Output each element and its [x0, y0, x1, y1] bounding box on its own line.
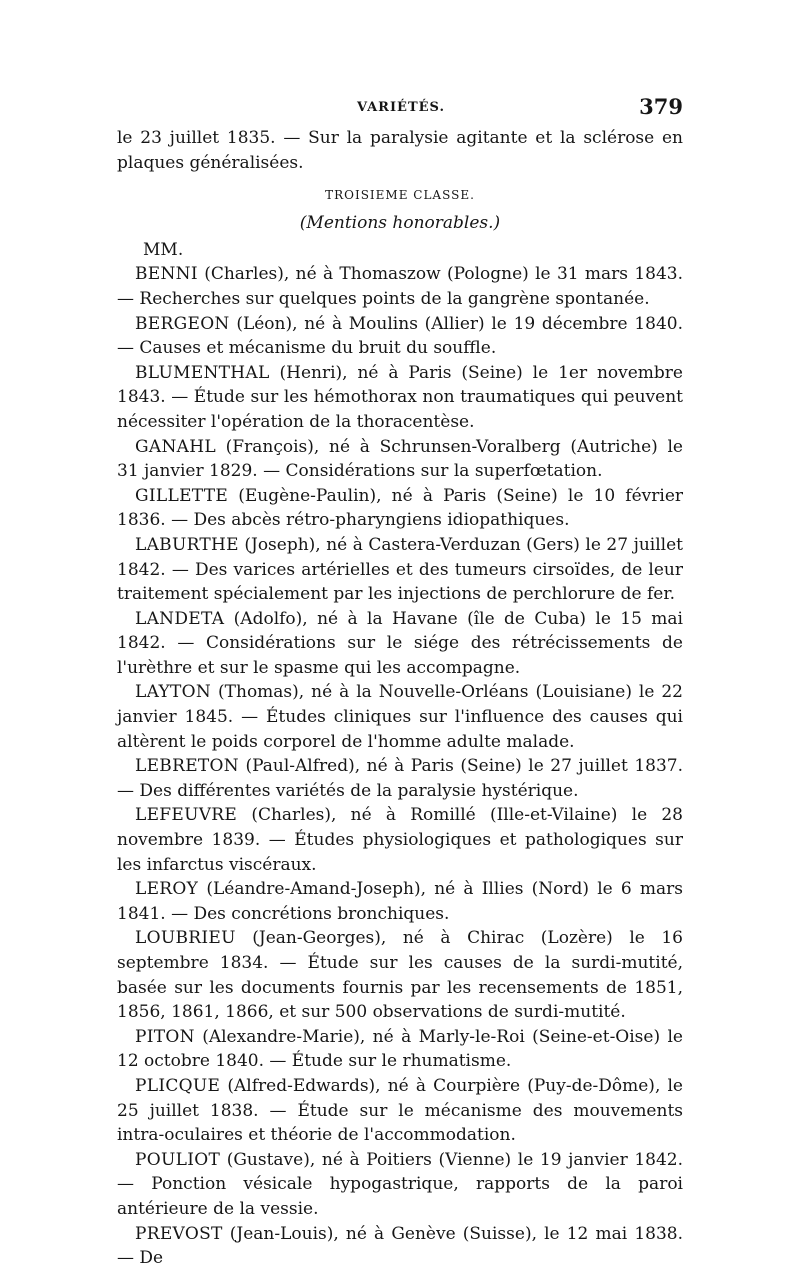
- laureate-entry: [117, 803, 683, 877]
- laureate-entry: [117, 607, 683, 681]
- mm-label: MM.: [143, 239, 184, 260]
- laureate-entry: [117, 1148, 683, 1222]
- laureate-entry: [117, 754, 683, 803]
- laureate-name: GILLETTE: [135, 485, 229, 506]
- laureate-details: (Léon), né à Moulins (Allier) le 19 décembre 1840. — Causes et mécanisme du bruit du souffle.: [117, 313, 683, 359]
- class-heading: TROISIEME CLASSE.: [325, 188, 475, 203]
- laureate-entry: [117, 484, 683, 533]
- laureate-name: LANDETA: [135, 608, 225, 629]
- laureate-name: LEROY: [135, 879, 199, 900]
- continuation-paragraph: le 23 juillet 1835. — Sur la paralysie agitante et la sclérose en plaques généralisées.: [117, 128, 683, 173]
- laureate-entry: [117, 680, 683, 754]
- laureate-name: BERGEON: [135, 313, 230, 334]
- laureate-name: LOUBRIEU: [135, 928, 236, 949]
- laureate-entry: [117, 926, 683, 1024]
- laureate-name: PLICQUE: [135, 1075, 221, 1096]
- laureate-entry: [117, 262, 683, 311]
- laureate-details: (Charles), né à Thomaszow (Pologne) le 31 mars 1843. — Recherches sur quelques points de la gangrène spontanée.: [117, 264, 683, 309]
- laureate-name: LABURTHE: [135, 534, 239, 555]
- laureate-name: BENNI: [135, 264, 198, 285]
- laureate-entry: [117, 533, 683, 607]
- laureate-details: (Eugène-Paulin), né à Paris (Seine) le 10 février 1836. — Des abcès rétro-pharyngiens idiopathiques.: [117, 485, 683, 531]
- laureate-details: (Jean-Louis), né à Genève (Suisse), le 12 mai 1838. — De: [117, 1223, 683, 1269]
- laureate-details: (Gustave), né à Poitiers (Vienne) le 19 janvier 1842. — Ponction vésicale hypogastrique, rapports de la paroi antérieure de la vessie.: [117, 1149, 683, 1219]
- laureate-name: BLUMENTHAL: [135, 362, 270, 383]
- page-body: [117, 126, 683, 1271]
- laureate-entry: [117, 361, 683, 435]
- page-number: 379: [639, 94, 683, 119]
- laureate-entry: [117, 435, 683, 484]
- page-header: [117, 94, 683, 124]
- laureate-entry: [117, 1222, 683, 1271]
- laureate-entry: [117, 1074, 683, 1148]
- laureate-details: (Joseph), né à Castera-Verduzan (Gers) le 27 juillet 1842. — Des varices artérielles et des tumeurs cirsoïdes, de leur traitement spécialement par les injections de perchlorure de fer.: [117, 534, 683, 605]
- mentions-heading: (Mentions honorables.): [299, 213, 501, 234]
- laureate-name: LAYTON: [135, 682, 212, 703]
- laureate-name: LEBRETON: [135, 756, 239, 777]
- laureate-name: PITON: [135, 1026, 195, 1047]
- laureate-details: (Charles), né à Romillé (Ille-et-Vilaine) le 28 novembre 1839. — Études physiologiques et pathologiques sur les infarctus viscéraux.: [117, 805, 683, 875]
- laureate-details: (Alfred-Edwards), né à Courpière (Puy-de-Dôme), le 25 juillet 1838. — Étude sur le mécanisme des mouvements intra-oculaires et théorie de l'accommodation.: [117, 1075, 683, 1146]
- laureate-details: (Léandre-Amand-Joseph), né à Illies (Nord) le 6 mars 1841. — Des concrétions bronchiques.: [117, 879, 683, 924]
- laureate-name: PREVOST: [135, 1223, 223, 1244]
- laureate-name: GANAHL: [135, 436, 216, 457]
- laureate-entry: [117, 877, 683, 926]
- running-head: VARIÉTÉS.: [357, 100, 445, 115]
- laureate-details: (Alexandre-Marie), né à Marly-le-Roi (Seine-et-Oise) le 12 octobre 1840. — Étude sur le rhumatisme.: [117, 1026, 683, 1072]
- laureate-details: (Adolfo), né à la Havane (île de Cuba) le 15 mai 1842. — Considérations sur le siége des rétrécissements de l'urèthre et sur le spasme qui les accompagne.: [117, 608, 683, 678]
- laureate-entry: [117, 312, 683, 361]
- laureate-details: (Thomas), né à la Nouvelle-Orléans (Louisiane) le 22 janvier 1845. — Études cliniques sur l'influence des causes qui altèrent le poids corporel de l'homme adulte malade.: [117, 682, 683, 752]
- laureate-entry: [117, 1025, 683, 1074]
- laureate-details: (François), né à Schrunsen-Voralberg (Autriche) le 31 janvier 1829. — Considérations sur la superfœtation.: [117, 436, 683, 482]
- laureate-details: (Jean-Georges), né à Chirac (Lozère) le 16 septembre 1834. — Étude sur les causes de la surdi-mutité, basée sur les documents fournis par les recensements de 1851, 1856, 1861, 1866, et sur 500 observations de surdi-mutité.: [117, 928, 683, 1023]
- laureate-name: LEFEUVRE: [135, 805, 238, 826]
- laureate-details: (Henri), né à Paris (Seine) le 1er novembre 1843. — Étude sur les hémothorax non traumatiques qui peuvent nécessiter l'opération de la thoracentèse.: [117, 362, 683, 432]
- laureate-name: POULIOT: [135, 1149, 221, 1170]
- laureate-details: (Paul-Alfred), né à Paris (Seine) le 27 juillet 1837. — Des différentes variétés de la paralysie hystérique.: [117, 756, 683, 801]
